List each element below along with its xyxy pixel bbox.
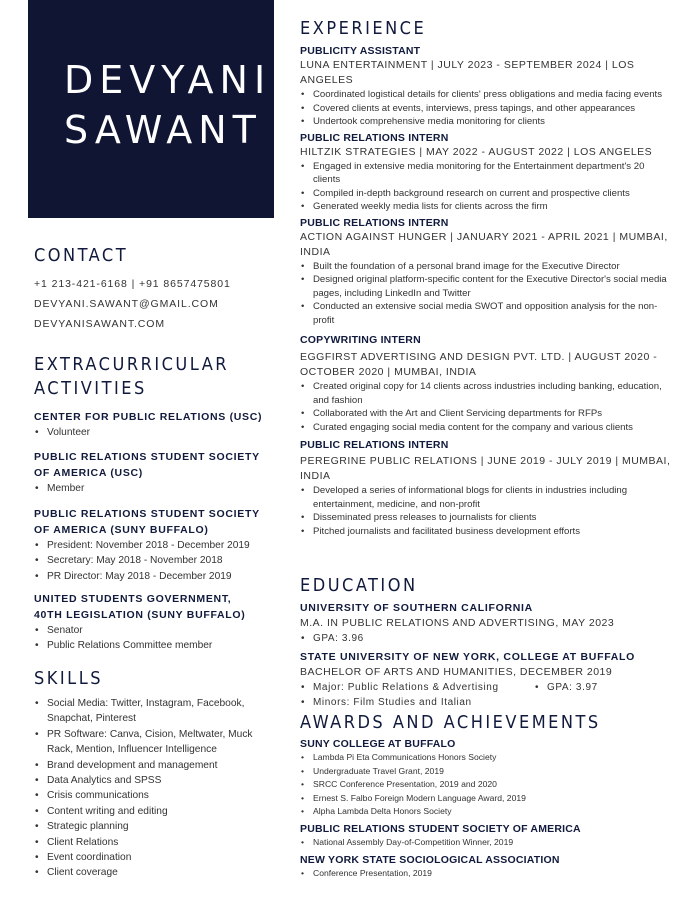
org-item: • PR Director: May 2018 - December 2019 — [34, 569, 280, 584]
name-banner — [28, 0, 274, 218]
skill-item: • Brand development and management — [34, 758, 280, 773]
job-bullet: • Designed original platform-specific content for the Executive Director's social media pages, including LinkedIn and Twitter — [300, 273, 672, 300]
job-role: PUBLIC RELATIONS INTERN — [300, 216, 449, 229]
skill-item: • Social Media: Twitter, Instagram, Facebook, Snapchat, Pinterest — [34, 696, 280, 727]
job-role: PUBLIC RELATIONS INTERN — [300, 439, 449, 451]
school-degree: M.A. IN PUBLIC RELATIONS AND ADVERTISING, MAY 2023 — [300, 617, 615, 629]
website: DEVYANISAWANT.COM — [34, 318, 166, 330]
first-name: DEVYANI — [64, 58, 272, 102]
award-item: • Lambda Pi Eta Communications Honors Society — [300, 751, 672, 765]
job-bullet: • Conducted an extensive social media SWOT and opposition analysis for the non-profit — [300, 300, 672, 327]
award-item: • Alpha Lambda Delta Honors Society — [300, 805, 672, 819]
job-entry — [300, 131, 672, 214]
awards-section — [300, 711, 672, 880]
school-name: STATE UNIVERSITY OF NEW YORK, COLLEGE AT BUFFALO — [300, 651, 635, 663]
award-org: PUBLIC RELATIONS STUDENT SOCIETY OF AMERICA — [300, 822, 581, 835]
school-degree: BACHELOR OF ARTS AND HUMANITIES, DECEMBER 2019 — [300, 666, 613, 678]
award-item: • National Assembly Day-of-Competition Winner, 2019 — [300, 836, 672, 850]
job-role: PUBLICITY ASSISTANT — [300, 45, 421, 57]
award-item: • Conference Presentation, 2019 — [300, 867, 672, 881]
job-bullet: • Coordinated logistical details for clients' press obligations and media facing events — [300, 88, 672, 102]
job-meta: LUNA ENTERTAINMENT | JULY 2023 - SEPTEMBER 2024 | LOS ANGELES — [300, 59, 635, 86]
job-meta: EGGFIRST ADVERTISING AND DESIGN PVT. LTD. | AUGUST 2020 - OCTOBER 2020 | MUMBAI, INDIA — [300, 351, 658, 378]
job-bullet: • Generated weekly media lists for clients across the firm — [300, 200, 672, 214]
org-name: CENTER FOR PUBLIC RELATIONS (USC) — [34, 411, 263, 423]
experience-title: EXPERIENCE — [300, 18, 427, 39]
school-gpa: • GPA: 3.97 — [534, 680, 598, 695]
award-item: • Undergraduate Travel Grant, 2019 — [300, 765, 672, 779]
org-item: • Volunteer — [34, 425, 280, 440]
school-entry — [300, 600, 672, 646]
job-meta: ACTION AGAINST HUNGER | JANUARY 2021 - APRIL 2021 | MUMBAI, INDIA — [300, 230, 668, 258]
education-title: EDUCATION — [300, 575, 418, 596]
award-group — [300, 737, 672, 819]
skill-item: • Content writing and editing — [34, 804, 280, 819]
skill-item: • Event coordination — [34, 850, 280, 865]
job-bullet: • Developed a series of informational blogs for clients in industries including entertainment, medicine, and non-profit — [300, 484, 672, 511]
award-group — [300, 853, 672, 881]
phone-numbers: +1 213-421-6168 | +91 8657475801 — [34, 278, 231, 290]
org-item: • President: November 2018 - December 2019 — [34, 538, 280, 553]
org-name: UNITED STUDENTS GOVERNMENT, — [34, 593, 232, 606]
contact-section — [34, 244, 280, 334]
job-entry — [300, 44, 672, 129]
job-role: COPYWRITING INTERN — [300, 334, 421, 346]
skill-item: • Client coverage — [34, 865, 280, 880]
org-item: • Senator — [34, 623, 280, 638]
job-entry — [300, 216, 672, 328]
extracurricular-title-line1: EXTRACURRICULAR — [34, 354, 230, 375]
award-item: • Ernest S. Falbo Foreign Modern Language Award, 2019 — [300, 792, 672, 806]
job-bullet: • Compiled in-depth background research on current and prospective clients — [300, 187, 672, 201]
awards-title: AWARDS AND ACHIEVEMENTS — [300, 712, 601, 733]
org-item: • Secretary: May 2018 - November 2018 — [34, 553, 280, 568]
job-bullet: • Created original copy for 14 clients across industries including banking, education, and fashion — [300, 380, 672, 407]
org-name: OF AMERICA (SUNY BUFFALO) — [34, 523, 209, 536]
skill-item: • Crisis communications — [34, 788, 280, 803]
org-name: PUBLIC RELATIONS STUDENT SOCIETY — [34, 507, 260, 520]
extracurricular-section — [34, 353, 280, 654]
job-bullet: • Collaborated with the Art and Client Servicing departments for RFPs — [300, 407, 672, 421]
job-meta: PEREGRINE PUBLIC RELATIONS | JUNE 2019 - JULY 2019 | MUMBAI, INDIA — [300, 455, 671, 482]
org-name: PUBLIC RELATIONS STUDENT SOCIETY — [34, 451, 260, 464]
skill-item: • PR Software: Canva, Cision, Meltwater, Muck Rack, Mention, Influencer Intelligence — [34, 727, 280, 758]
org-block — [34, 409, 280, 440]
org-name: 40TH LEGISLATION (SUNY BUFFALO) — [34, 609, 246, 622]
award-org: NEW YORK STATE SOCIOLOGICAL ASSOCIATION — [300, 853, 560, 866]
skills-section — [34, 667, 280, 881]
job-meta: HILTZIK STRATEGIES | MAY 2022 - AUGUST 2022 | LOS ANGELES — [300, 145, 653, 158]
job-role: PUBLIC RELATIONS INTERN — [300, 131, 449, 144]
last-name: SAWANT — [64, 108, 262, 152]
experience-section — [300, 17, 672, 538]
school-name: UNIVERSITY OF SOUTHERN CALIFORNIA — [300, 602, 533, 614]
job-bullet: • Undertook comprehensive media monitoring for clients — [300, 115, 672, 129]
contact-title: CONTACT — [34, 245, 129, 266]
email-address: DEVYANI.SAWANT@GMAIL.COM — [34, 298, 219, 310]
job-bullet: • Built the foundation of a personal brand image for the Executive Director — [300, 260, 672, 274]
job-entry — [300, 333, 672, 434]
school-minor: • Minors: Film Studies and Italian — [300, 695, 672, 710]
skill-item: • Data Analytics and SPSS — [34, 773, 280, 788]
award-org: SUNY COLLEGE AT BUFFALO — [300, 738, 456, 750]
education-section — [300, 574, 672, 710]
job-bullet: • Covered clients at events, interviews, press tapings, and other appearances — [300, 102, 672, 116]
school-major: • Major: Public Relations & Advertising — [300, 680, 499, 695]
org-block — [34, 506, 280, 584]
job-bullet: • Disseminated press releases to journalists for clients — [300, 511, 672, 525]
org-block — [34, 449, 280, 496]
extracurricular-title-line2: ACTIVITIES — [34, 378, 147, 399]
skill-item: • Strategic planning — [34, 819, 280, 834]
org-item: • Public Relations Committee member — [34, 638, 280, 653]
org-block — [34, 591, 280, 654]
job-entry — [300, 438, 672, 538]
org-name: OF AMERICA (USC) — [34, 467, 143, 480]
award-group — [300, 822, 672, 850]
skills-title: SKILLS — [34, 668, 103, 689]
school-gpa: • GPA: 3.96 — [300, 631, 672, 646]
job-bullet: • Engaged in extensive media monitoring for the Entertainment department's 20 clients — [300, 160, 672, 187]
school-entry — [300, 649, 672, 710]
job-bullet: • Curated engaging social media content for the company and various clients — [300, 421, 672, 435]
org-item: • Member — [34, 481, 280, 496]
job-bullet: • Pitched journalists and facilitated business development efforts — [300, 525, 672, 539]
skill-item: • Client Relations — [34, 835, 280, 850]
award-item: • SRCC Conference Presentation, 2019 and 2020 — [300, 778, 672, 792]
